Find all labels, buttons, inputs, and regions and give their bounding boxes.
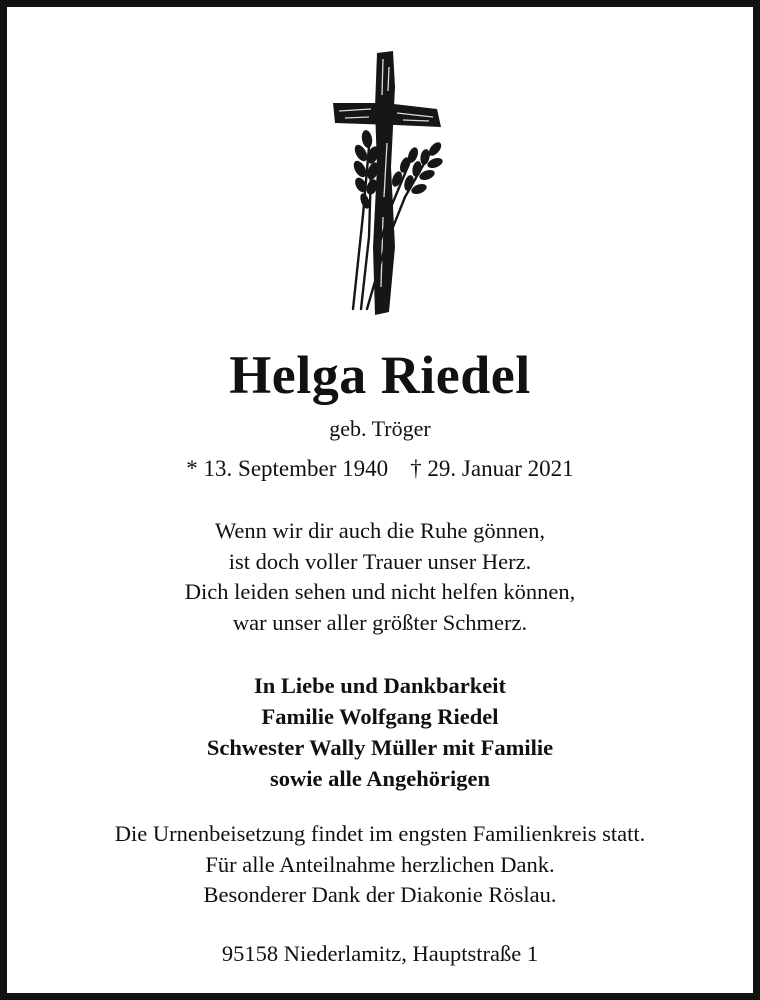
mourner-line: Familie Wolfgang Riedel [261, 704, 499, 729]
memorial-poem [7, 516, 753, 638]
poem-line: Wenn wir dir auch die Ruhe gönnen, [215, 518, 545, 543]
note-line: Besonderer Dank der Diakonie Röslau. [203, 882, 557, 907]
birth-date: * 13. September 1940 [186, 456, 389, 481]
maiden-name: geb. Tröger [329, 416, 431, 441]
poem-line: Dich leiden sehen und nicht helfen können, [184, 579, 576, 604]
mourner-line: In Liebe und Dankbarkeit [254, 673, 506, 698]
death-date: † 29. Januar 2021 [410, 456, 574, 481]
life-dates [7, 455, 753, 483]
wooden-cross-with-wheat-icon [325, 47, 455, 319]
note-line: Die Urnenbeisetzung findet im engsten Familienkreis statt. [114, 821, 646, 846]
poem-line: ist doch voller Trauer unser Herz. [228, 548, 532, 574]
note-line: Für alle Anteilnahme herzlichen Dank. [205, 851, 555, 877]
family-address: 95158 Niederlamitz, Hauptstraße 1 [221, 941, 539, 966]
deceased-name: Helga Riedel [229, 345, 531, 405]
mourners-list [7, 670, 753, 794]
poem-line: war unser aller größter Schmerz. [232, 609, 528, 635]
funeral-notes [7, 819, 753, 911]
mourner-line: sowie alle Angehörigen [270, 766, 490, 791]
mourner-line: Schwester Wally Müller mit Familie [206, 735, 554, 760]
